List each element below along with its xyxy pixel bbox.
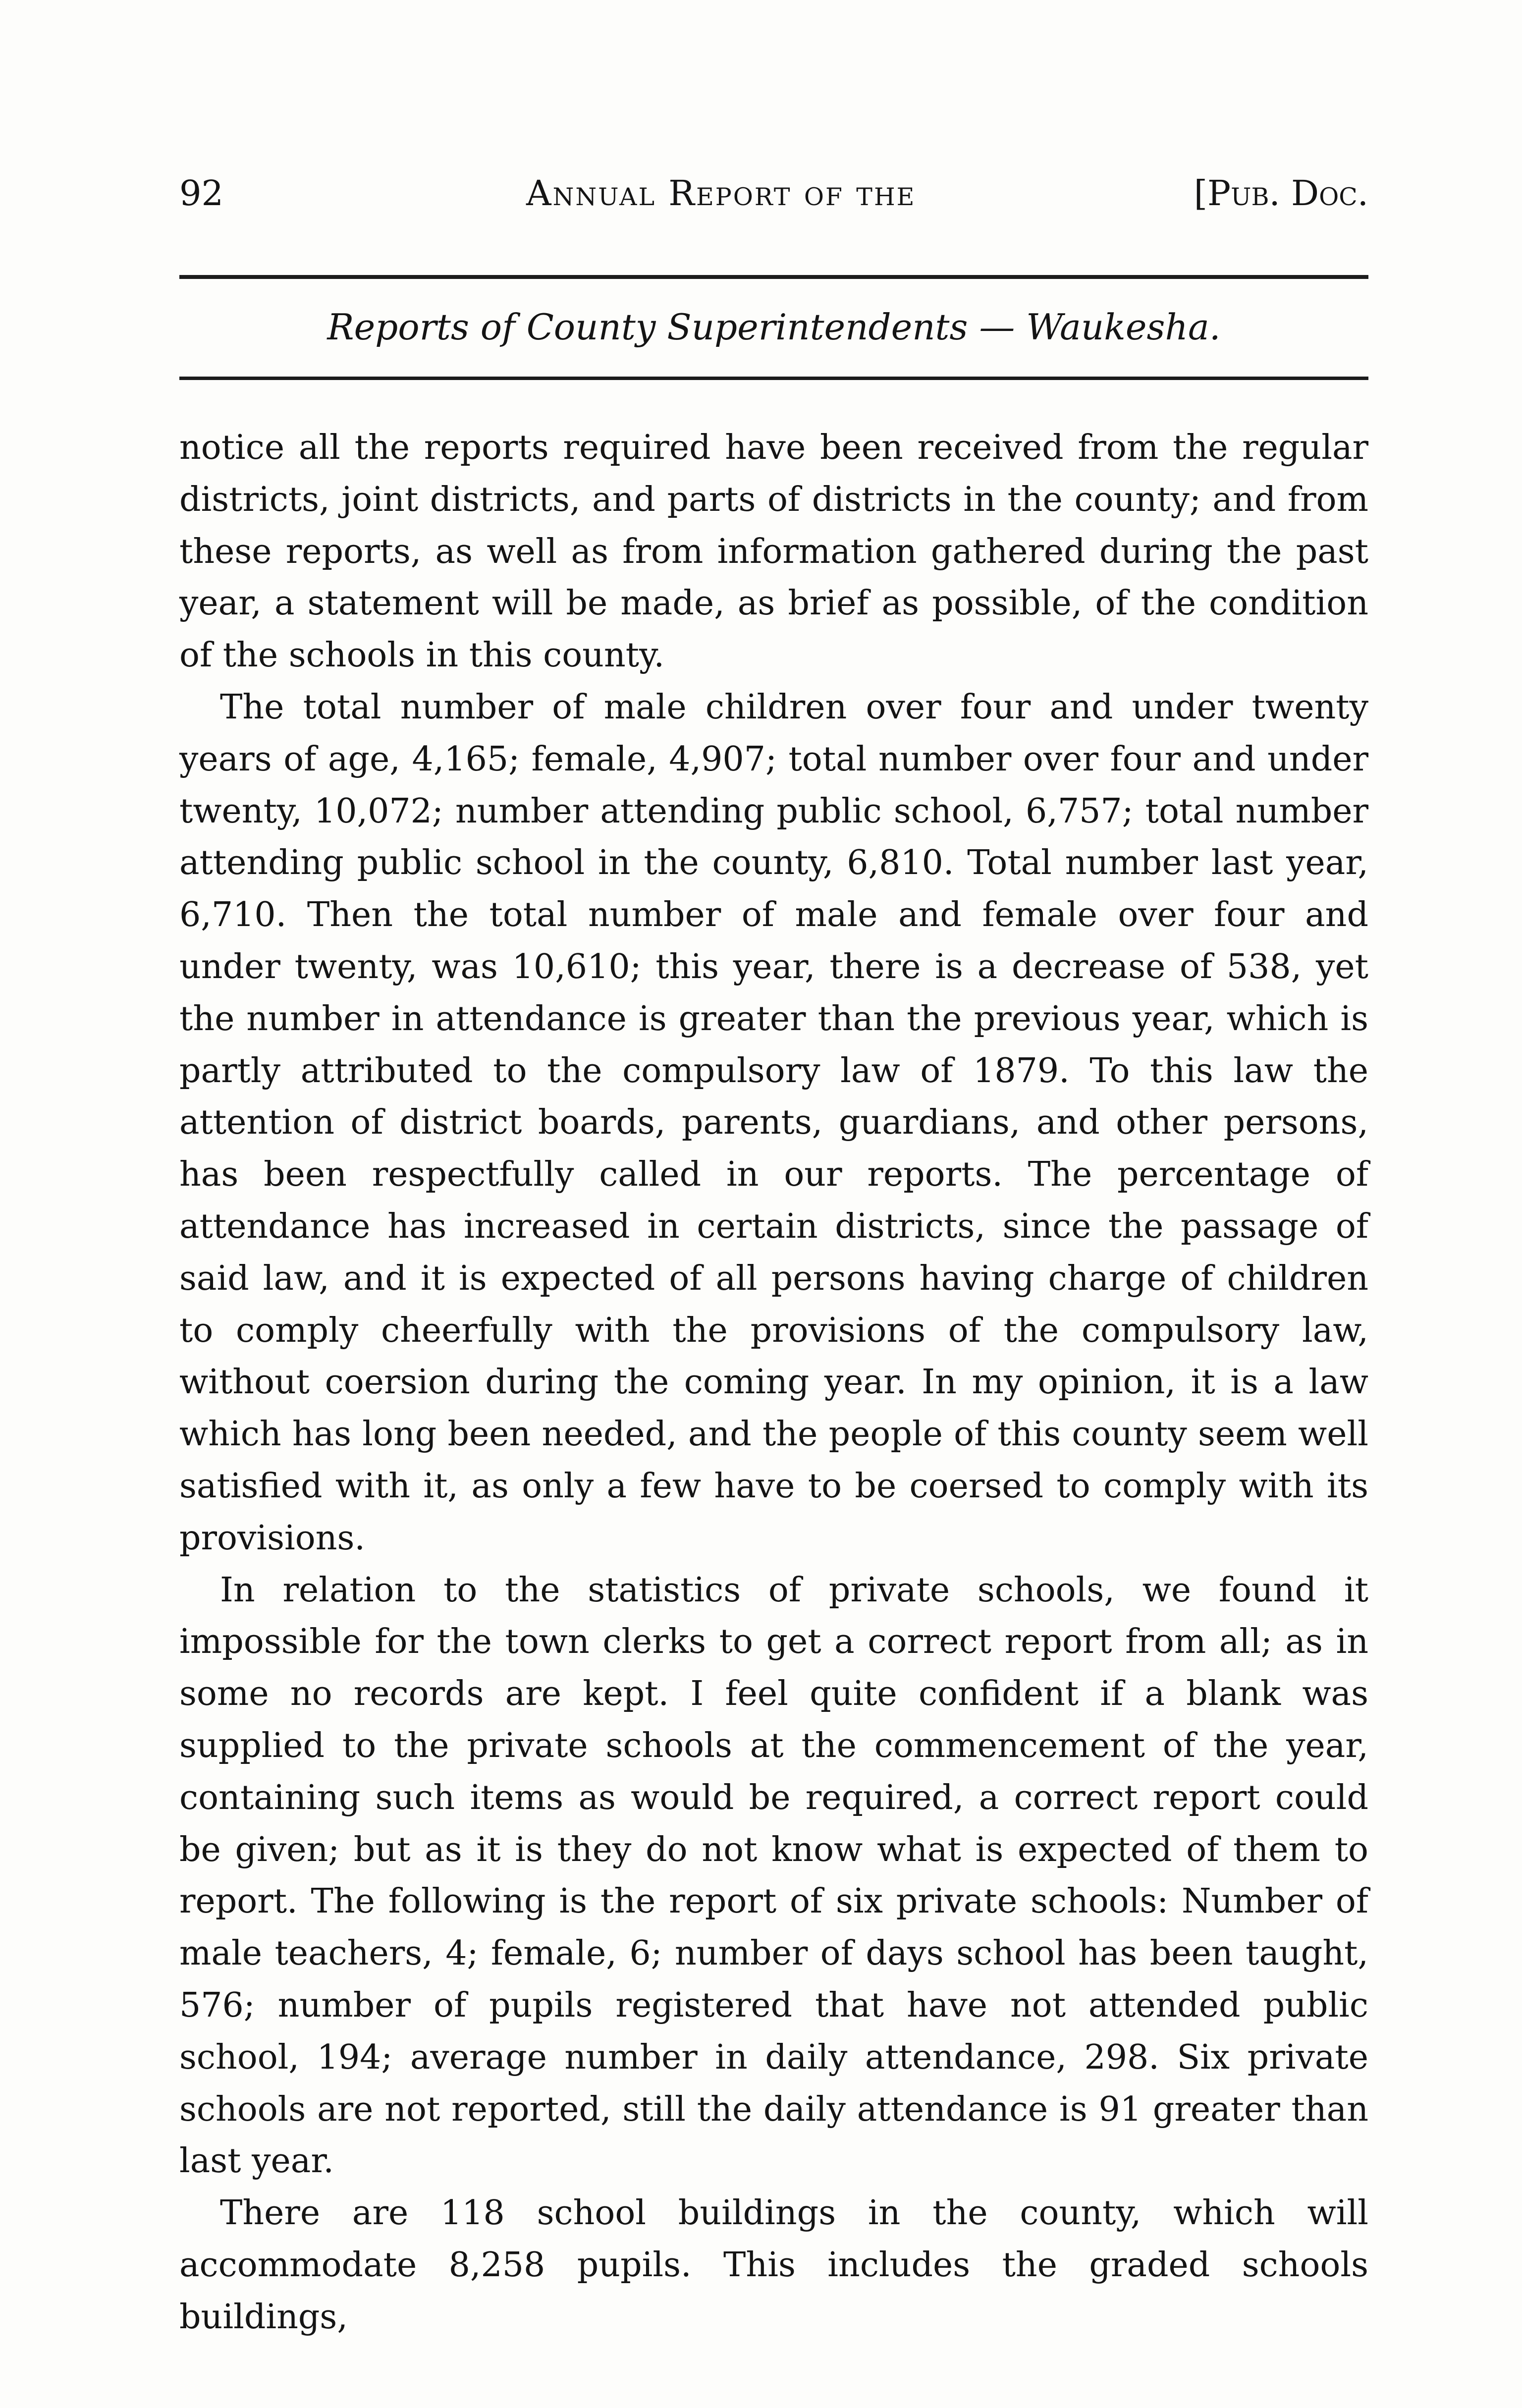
paragraph-4: There are 118 school buildings in the county, which will accommodate 8,258 pupils. This includes the graded schools buildings, — [179, 2193, 1368, 2337]
section-heading: Reports of County Superintendents — Waukesha. — [327, 306, 1221, 348]
paragraph-1: notice all the reports required have been received from the regular districts, joint districts, and parts of districts in the county; and from these reports, as well as from information gathered during the past year, a statement will be made, as brief as possible, of the condition of the schools in this county. — [179, 428, 1368, 675]
paragraph-2: The total number of male children over four and under twenty years of age, 4,165; female, 4,907; total number over four and under twenty, 10,072; number attending public school, 6,757; total number attending public school in the county, 6,810. Total number last year, 6,710. Then the total number of male and female over four and under twenty, was 10,610; this year, there is a decrease of 538, yet the number in attendance is greater than the previous year, which is partly attributed to the compulsory law of 1879. To this law the attention of district boards, parents, guardians, and other persons, has been respectfully called in our reports. The percentage of attendance has increased in certain districts, since the passage of said law, and it is expected of all persons having charge of children to comply cheerfully with the provisions of the compulsory law, without coersion during the coming year. In my opinion, it is a law which has long been needed, and the people of this county seem well satisfied with it, as only a few have to be coersed to comply with its provisions. — [179, 687, 1368, 1558]
paragraph-3: In relation to the statistics of private schools, we found it impossible for the town clerks to get a correct report from all; as in some no records are kept. I feel quite confident if a blank was supplied to the private schools at the commencement of the year, containing such items as would be required, a correct report could be given; but as it is they do not know what is expected of them to report. The following is the report of six private schools: Number of male teachers, 4; female, 6; number of days school has been taught, 576; number of pupils registered that have not attended public school, 194; average number in daily attendance, 298. Six private schools are not reported, still the daily attendance is 91 greater than last year. — [179, 1570, 1368, 2181]
header-rule-bottom — [179, 377, 1368, 380]
running-header — [179, 166, 1368, 220]
header-rule-top — [179, 275, 1368, 279]
document-reference: [Pub. Doc. — [1194, 173, 1368, 214]
page-number: 92 — [179, 173, 224, 214]
body-text — [179, 422, 1368, 2343]
running-title: Annual Report of the — [526, 173, 916, 214]
